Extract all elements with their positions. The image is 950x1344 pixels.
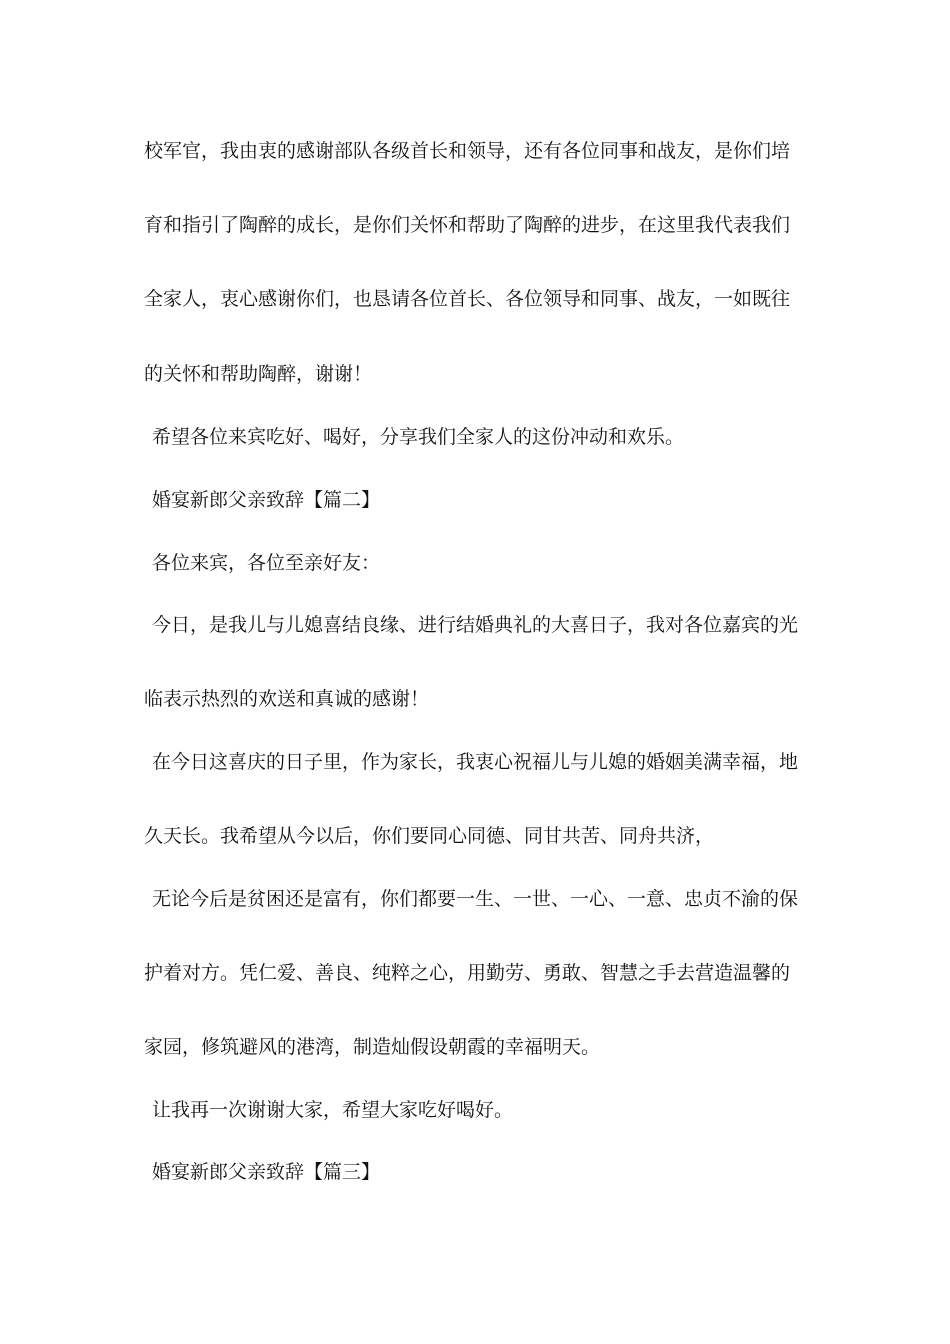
section-heading: 婚宴新郎父亲致辞【篇二】 xyxy=(152,489,381,511)
text-line: 全家人，衷心感谢你们，也恳请各位首长、各位领导和同事、战友，一如既往 xyxy=(144,288,791,310)
text-line: 在今日这喜庆的日子里，作为家长，我衷心祝福儿与儿媳的婚姻美满幸福，地 xyxy=(152,751,799,773)
text-line: 无论今后是贫困还是富有，你们都要一生、一世、一心、一意、忠贞不渝的保 xyxy=(152,888,799,910)
text-line: 护着对方。凭仁爱、善良、纯粹之心，用勤劳、勇敢、智慧之手去营造温馨的 xyxy=(144,962,791,984)
text-line: 的关怀和帮助陶醉，谢谢！ xyxy=(144,363,373,385)
text-line: 久天长。我希望从今以后，你们要同心同德、同甘共苦、同舟共济， xyxy=(144,825,715,847)
section-heading: 婚宴新郎父亲致辞【篇三】 xyxy=(152,1161,381,1183)
text-line: 校军官，我由衷的感谢部队各级首长和领导，还有各位同事和战友，是你们培 xyxy=(144,140,791,162)
text-line: 临表示热烈的欢送和真诚的感谢！ xyxy=(144,688,430,710)
text-line: 家园，修筑避风的港湾，制造灿假设朝霞的幸福明天。 xyxy=(144,1036,601,1058)
text-line: 希望各位来宾吃好、喝好，分享我们全家人的这份冲动和欢乐。 xyxy=(152,426,685,448)
text-line: 让我再一次谢谢大家，希望大家吃好喝好。 xyxy=(152,1099,514,1121)
text-line: 育和指引了陶醉的成长，是你们关怀和帮助了陶醉的进步，在这里我代表我们 xyxy=(144,214,791,236)
salutation: 各位来宾，各位至亲好友： xyxy=(152,552,381,574)
text-line: 今日，是我儿与儿媳喜结良缘、进行结婚典礼的大喜日子，我对各位嘉宾的光 xyxy=(152,614,799,636)
